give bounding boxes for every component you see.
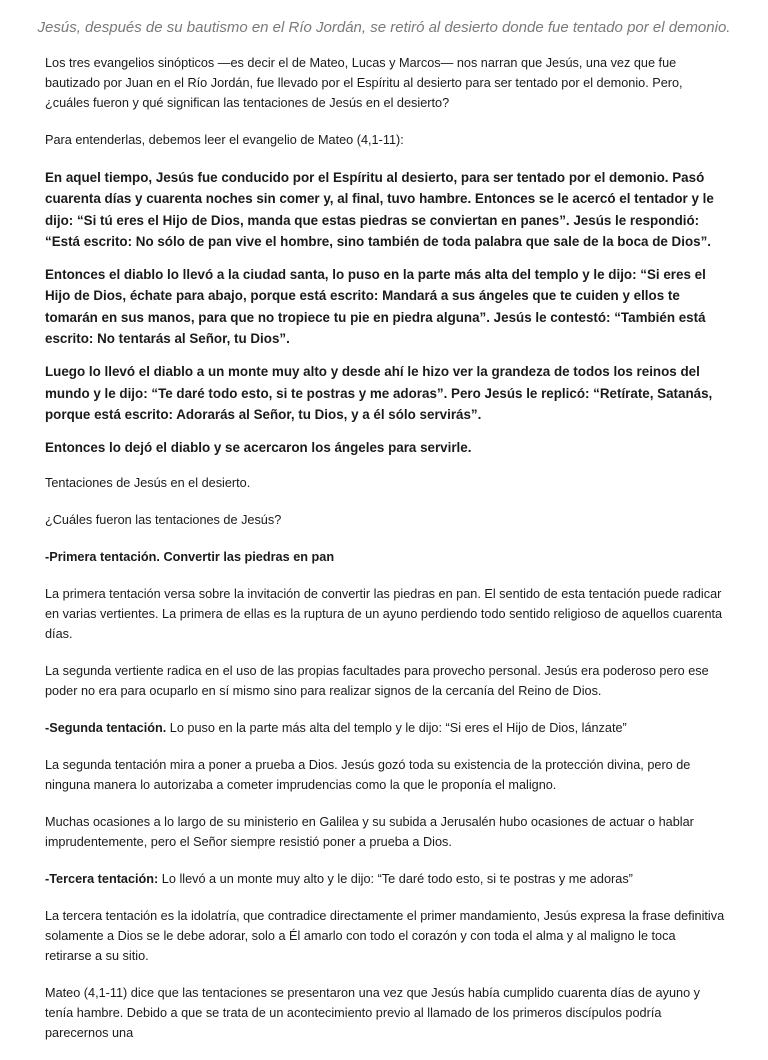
- reading-intro: Para entenderlas, debemos leer el evangelio de Mateo (4,1-11):: [45, 133, 404, 147]
- body-paragraph: La primera tentación versa sobre la invitación de convertir las piedras en pan. El sentido de esta tentación puede radicar en varias vertientes. La primera de ellas es la ruptura de un ayuno perdiendo todo sentido religioso de aquellos cuarenta días.: [45, 586, 723, 641]
- temptation-label: -Tercera tentación:: [45, 871, 159, 886]
- gospel-quote-paragraph: Luego lo llevó el diablo a un monte muy alto y desde ahí le hizo ver la grandeza de todos los reinos del mundo y le dijo: “Te daré todo esto, si te postras y me adoras”. Pero Jesús le replicó: “Retírate, Satanás, porque está escrito: Adorarás al Señor, tu Dios, y a él sólo servirás”.: [45, 364, 713, 422]
- body-paragraph: Mateo (4,1-11) dice que las tentaciones se presentaron una vez que Jesús había cumplido cuarenta días de ayuno y tenía hambre. Debido a que se trata de un acontecimiento previo al llamado de los primeros discípulos podría parecernos una: [45, 985, 700, 1040]
- body-paragraph: La tercera tentación es la idolatría, que contradice directamente el primer mandamiento, Jesús expresa la frase definitiva solamente a Dios se le debe adorar, solo a Él amarlo con todo el corazón y con toda el alma y al maligno le toca retirarse a su sitio.: [45, 908, 725, 963]
- temptation-text: Lo llevó a un monte muy alto y le dijo: “Te daré todo esto, si te postras y me adoras”: [158, 871, 633, 886]
- temptation-label: -Primera tentación. Convertir las piedras en pan: [45, 549, 335, 564]
- gospel-quote-paragraph: Entonces el diablo lo llevó a la ciudad santa, lo puso en la parte más alta del templo y le dijo: “Si eres el Hijo de Dios, échate para abajo, porque está escrito: Mandará a sus ángeles que te cuiden y ellos te tomarán en sus manos, para que no tropiece tu pie en piedra alguna”. Jesús le contestó: “También está escrito: No tentarás al Señor, tu Dios”.: [45, 267, 706, 347]
- body-paragraph: Muchas ocasiones a lo largo de su ministerio en Galilea y su subida a Jerusalén hubo ocasiones de actuar o hablar imprudentemente, pero el Señor siempre resistió poner a prueba a Dios.: [45, 814, 694, 849]
- third-temptation-heading: [45, 869, 725, 889]
- article-body: [45, 53, 725, 1060]
- gospel-quote-paragraph: En aquel tiempo, Jesús fue conducido por el Espíritu al desierto, para ser tentado por el demonio. Pasó cuarenta días y cuarenta noches sin comer y, al final, tuvo hambre. Entonces se le acercó el tentador y le dijo: “Si tú eres el Hijo de Dios, manda que estas piedras se conviertan en panes”. Jesús le respondió: “Está escrito: No sólo de pan vive el hombre, sino también de toda palabra que sale de la boca de Dios”.: [45, 170, 714, 249]
- first-temptation-heading: [45, 547, 725, 567]
- intro-paragraph: Los tres evangelios sinópticos —es decir el de Mateo, Lucas y Marcos— nos narran que Jesús, una vez que fue bautizado por Juan en el Río Jordán, fue llevado por el Espíritu al desierto para ser tentado por el demonio. Pero, ¿cuáles fueron y qué significan las tentaciones de Jesús en el desierto?: [45, 56, 683, 110]
- image-caption: Jesús, después de su bautismo en el Río Jordán, se retiró al desierto donde fue tentado por el demonio.: [37, 19, 731, 36]
- body-paragraph: La segunda vertiente radica en el uso de las propias facultades para provecho personal. Jesús era poderoso pero ese poder no era para ocuparlo en sí mismo sino para realizar signos de la cercanía del Reino de Dios.: [45, 663, 709, 698]
- temptation-label: -Segunda tentación.: [45, 720, 167, 735]
- subheading-question: ¿Cuáles fueron las tentaciones de Jesús?: [45, 512, 282, 527]
- body-paragraph: La segunda tentación mira a poner a prueba a Dios. Jesús gozó toda su existencia de la protección divina, pero de ninguna manera lo autorizaba a cometer imprudencias como la que le proponía el maligno.: [45, 757, 691, 792]
- gospel-quote-paragraph: Entonces lo dejó el diablo y se acercaron los ángeles para servirle.: [45, 440, 472, 456]
- temptation-text: Lo puso en la parte más alta del templo y le dijo: “Si eres el Hijo de Dios, lánzate”: [166, 720, 627, 735]
- subheading-text: Tentaciones de Jesús en el desierto.: [45, 475, 251, 490]
- second-temptation-heading: [45, 718, 725, 738]
